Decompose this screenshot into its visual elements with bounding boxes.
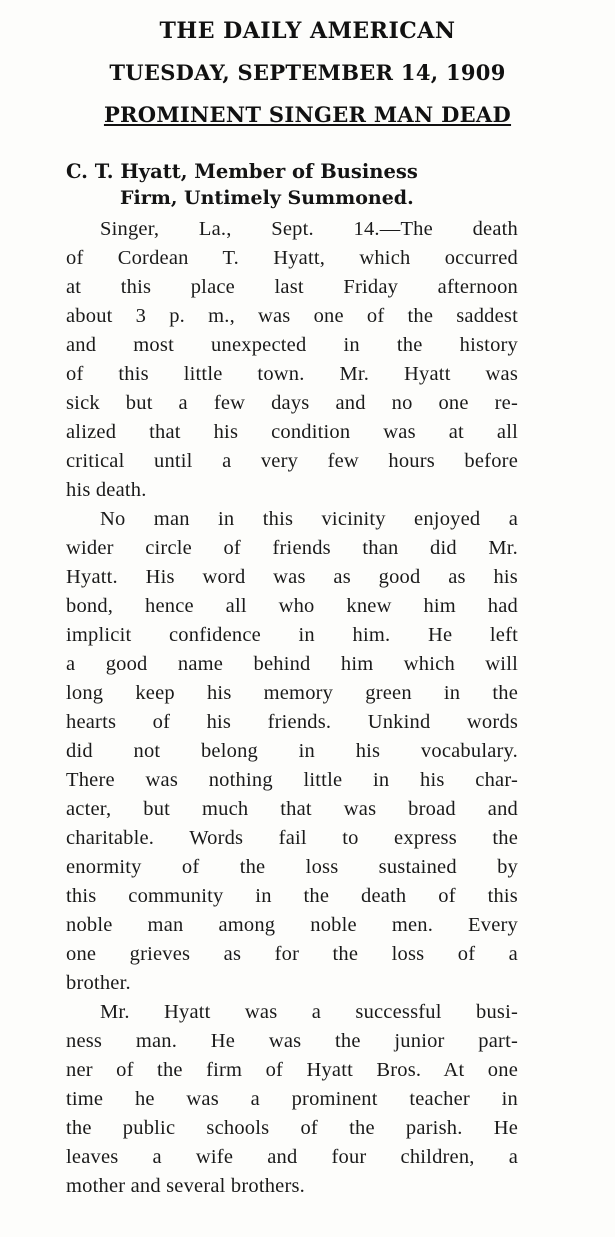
body-line: hearts of his friends. Unkind words: [66, 711, 518, 733]
body-line: noble man among noble men. Every: [66, 914, 518, 936]
body-line: this community in the death of this: [66, 885, 518, 907]
subheadline-line-1: C. T. Hyatt, Member of Business: [66, 160, 418, 183]
body-line: one grieves as for the loss of a: [66, 943, 518, 965]
body-line: of this little town. Mr. Hyatt was: [66, 363, 518, 385]
body-line: mother and several brothers.: [66, 1175, 305, 1197]
body-line: There was nothing little in his char-: [66, 769, 518, 791]
body-line: leaves a wife and four children, a: [66, 1146, 518, 1168]
body-line: the public schools of the parish. He: [66, 1117, 518, 1139]
body-line: bond, hence all who knew him had: [66, 595, 518, 617]
body-line: and most unexpected in the history: [66, 334, 518, 356]
body-line: at this place last Friday afternoon: [66, 276, 518, 298]
publication-date: TUESDAY, SEPTEMBER 14, 1909: [109, 60, 506, 85]
newspaper-name: THE DAILY AMERICAN: [159, 18, 456, 44]
body-line: time he was a prominent teacher in: [66, 1088, 518, 1110]
body-line: of Cordean T. Hyatt, which occurred: [66, 247, 518, 269]
body-line: Hyatt. His word was as good as his: [66, 566, 518, 588]
body-line: critical until a very few hours before: [66, 450, 518, 472]
body-line: charitable. Words fail to express the: [66, 827, 518, 849]
body-line: brother.: [66, 972, 131, 994]
body-line: ner of the firm of Hyatt Bros. At one: [66, 1059, 518, 1081]
body-line: alized that his condition was at all: [66, 421, 518, 443]
body-line: a good name behind him which will: [66, 653, 518, 675]
body-line: about 3 p. m., was one of the saddest: [66, 305, 518, 327]
body-line: his death.: [66, 479, 147, 501]
body-line: Singer, La., Sept. 14.—The death: [100, 218, 518, 240]
article-headline: PROMINENT SINGER MAN DEAD: [103, 102, 512, 127]
body-line: long keep his memory green in the: [66, 682, 518, 704]
body-line: wider circle of friends than did Mr.: [66, 537, 518, 559]
body-line: ness man. He was the junior part-: [66, 1030, 518, 1052]
body-line: sick but a few days and no one re-: [66, 392, 518, 414]
body-line: Mr. Hyatt was a successful busi-: [100, 1001, 518, 1023]
body-line: enormity of the loss sustained by: [66, 856, 518, 878]
subheadline-line-2: Firm, Untimely Summoned.: [120, 187, 414, 209]
body-line: implicit confidence in him. He left: [66, 624, 518, 646]
body-line: did not belong in his vocabulary.: [66, 740, 518, 762]
body-line: No man in this vicinity enjoyed a: [100, 508, 518, 530]
body-line: acter, but much that was broad and: [66, 798, 518, 820]
